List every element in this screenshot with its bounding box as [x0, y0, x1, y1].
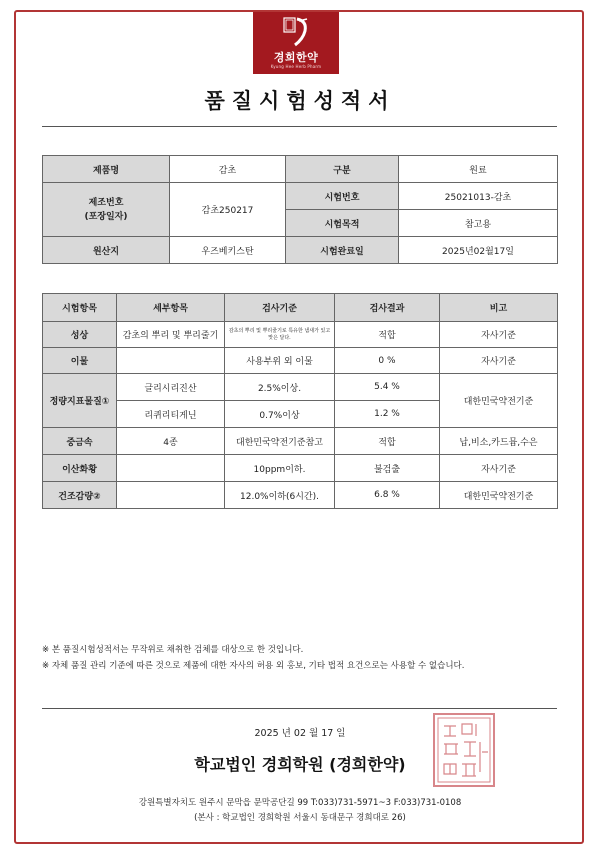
lot-label-line1: 제조번호 [88, 197, 124, 208]
address-line-2: (본사 : 학교법인 경희학원 서울시 동대문구 경희대로 26) [194, 813, 406, 823]
col-header-sub: 세부항목 [117, 294, 225, 322]
seal-emblem-icon [283, 17, 309, 47]
col-header-standard: 검사기준 [225, 294, 335, 322]
official-seal-stamp [432, 712, 496, 788]
issue-date: 2025 년 02 월 17 일 [254, 728, 346, 739]
row-result: 적합 [335, 322, 440, 348]
row-note: 자사기준 [440, 322, 558, 348]
completed-label: 시험완료일 [286, 237, 399, 264]
origin-value: 우즈베키스탄 [170, 237, 286, 264]
row-result: 6.8 % [335, 482, 440, 509]
company-logo [253, 12, 339, 74]
table-row [43, 428, 558, 455]
table-row [43, 322, 558, 348]
row-standard: 10ppm이하. [225, 455, 335, 482]
row-item-label: 중금속 [43, 428, 117, 455]
footnote-2: ※ 자체 품질 관리 기준에 따른 것으로 제품에 대한 자사의 허용 외 홍보, 기타 법적 요건으로는 사용할 수 없습니다. [42, 661, 465, 671]
address-line-1: 강원특별자치도 원주시 문막읍 문막공단길 99 T:033)731-5971~3 F:033)731-0108 [138, 798, 462, 808]
table-row [43, 374, 558, 401]
row-sub [117, 348, 225, 374]
row-sub: 감초의 뿌리 및 뿌리줄기 [117, 322, 225, 348]
row-sub: 4종 [117, 428, 225, 455]
row-standard: 사용부위 외 이물 [225, 348, 335, 374]
product-info-table [42, 155, 558, 264]
test-no-value: 25021013-감초 [399, 183, 558, 210]
product-name-value: 감초 [170, 156, 286, 183]
origin-label: 원산지 [43, 237, 170, 264]
test-no-label: 시험번호 [286, 183, 399, 210]
row-sub: 글리시리진산 [117, 374, 225, 401]
title-divider [42, 126, 557, 127]
category-value: 원료 [399, 156, 558, 183]
table-row [43, 348, 558, 374]
category-label: 구분 [286, 156, 399, 183]
logo-sub-text: Kyung Hee Herb Pharm [270, 64, 322, 69]
document-title: 품질시험성적서 [204, 89, 396, 113]
col-header-note: 비고 [440, 294, 558, 322]
lot-label [43, 183, 170, 237]
product-name-label: 제품명 [43, 156, 170, 183]
row-item-label: 건조감량② [43, 482, 117, 509]
row-result: 적합 [335, 428, 440, 455]
col-header-item: 시험항목 [43, 294, 117, 322]
table-row [43, 482, 558, 509]
row-standard-text: 감초의 뿌리 및 뿌리줄기로 특유한 냄새가 있고 맛은 달다. [228, 327, 331, 341]
purpose-label: 시험목적 [286, 210, 399, 237]
row-standard: 0.7%이상 [225, 401, 335, 428]
row-note: 대한민국약전기준 [440, 482, 558, 509]
row-result: 5.4 % [335, 374, 440, 401]
row-result: 불검출 [335, 455, 440, 482]
lot-label-line2: (포장일자) [84, 211, 128, 222]
footnote-1: ※ 본 품질시험성적서는 무작위로 채취한 검체를 대상으로 한 것입니다. [42, 645, 304, 655]
row-item-label: 성상 [43, 322, 117, 348]
completed-value: 2025년02월17일 [399, 237, 558, 264]
row-sub [117, 482, 225, 509]
row-item-label: 이물 [43, 348, 117, 374]
row-note: 자사기준 [440, 348, 558, 374]
table-row [43, 455, 558, 482]
logo-brand-text: 경희한약 [273, 51, 319, 64]
row-result: 0 % [335, 348, 440, 374]
row-note: 자사기준 [440, 455, 558, 482]
row-standard: 대한민국약전기준참고 [225, 428, 335, 455]
lot-value: 감초250217 [170, 183, 286, 237]
row-standard: 12.0%이하(6시간). [225, 482, 335, 509]
row-note: 납,비소,카드뮴,수은 [440, 428, 558, 455]
col-header-result: 검사결과 [335, 294, 440, 322]
address-block [0, 796, 600, 826]
row-sub: 리퀴리티게닌 [117, 401, 225, 428]
footnotes [42, 642, 464, 674]
test-results-table [42, 293, 558, 509]
row-item-label: 정량지표물질① [43, 374, 117, 428]
organization-name: 학교법인 경희학원 (경희한약) [194, 755, 406, 774]
footer-divider [42, 708, 557, 709]
purpose-value: 참고용 [399, 210, 558, 237]
row-sub [117, 455, 225, 482]
row-standard: 2.5%이상. [225, 374, 335, 401]
row-result: 1.2 % [335, 401, 440, 428]
row-note: 대한민국약전기준 [440, 374, 558, 428]
row-item-label: 이산화황 [43, 455, 117, 482]
row-standard [225, 322, 335, 348]
